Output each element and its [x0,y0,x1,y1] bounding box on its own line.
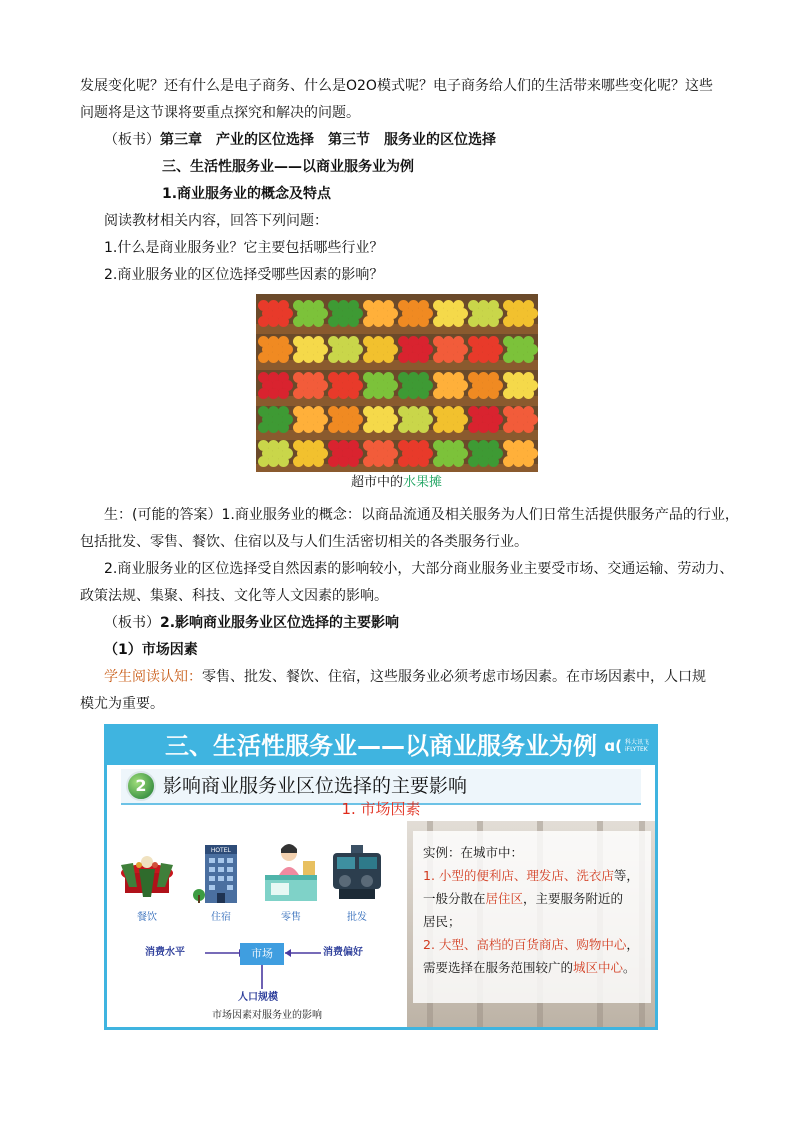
diagram-caption: 市场因素对服务业的影响 [212,1010,322,1021]
fruit [383,456,394,467]
icon-label: 住宿 [211,912,231,923]
fruit [453,422,464,433]
fruit [453,388,464,399]
fruit [348,456,359,467]
icon-label: 批发 [347,912,367,923]
fruit [418,456,429,467]
caption-text: 超市中的 [350,475,403,490]
fruit [523,388,534,399]
caption-highlight: 水果摊 [403,475,443,490]
answer-line: 包括批发、零售、餐饮、住宿以及与人们生活密切相关的各类服务行业。 [80,534,528,550]
fruit [348,422,359,433]
fruit [348,316,359,327]
figure-caption [0,474,793,492]
question: 2.商业服务业的区位选择受哪些因素的影响？ [104,267,384,283]
board-note [104,130,496,150]
fruit [488,316,499,327]
example-text: 。 [623,960,636,975]
reading-prompt: 阅读教材相关内容，回答下列问题： [104,213,328,229]
fruit [383,352,394,363]
fruit [488,352,499,363]
example-2-highlight: 2. 大型、高档的百货商店、购物中心 [423,937,627,952]
fruit [313,316,324,327]
example-highlight: 城区中心 [573,960,624,975]
section-heading: 三、生活性服务业——以商业服务业为例 [162,159,414,175]
fruit [313,456,324,467]
consumption-level-label: 消费水平 [145,947,185,958]
fruit [523,422,534,433]
fruit [278,388,289,399]
example-item-1 [423,864,639,887]
example-2-rest: ， [626,937,639,952]
fruit [488,388,499,399]
fruit [523,316,534,327]
question: 1.什么是商业服务业？它主要包括哪些行业？ [104,240,384,256]
student-reading [104,667,706,687]
example-text: 一般分散在 [423,891,486,906]
slide-title: 三、生活性服务业——以商业服务业为例 [165,732,597,760]
logo-text-en: iFLYTEK [624,746,648,753]
paragraph-line: 发展变化呢？还有什么是电子商务、什么是O2O模式呢？电子商务给人们的生活带来哪些变化呢？这些 [80,78,713,94]
answer-line: 2.商业服务业的区位选择受自然因素的影响较小，大部分商业服务业主要受市场、交通运输、劳动力、 [104,561,734,577]
fruit [418,352,429,363]
example-item-2-line2 [423,956,636,979]
fruit [488,422,499,433]
hotel-sign: HOTEL [210,848,232,854]
board-prefix: （板书） [104,615,160,631]
example-text: ，主要服务附近的 [523,891,624,906]
fruit [453,456,464,467]
paragraph-line: 问题将是这节课将要重点探究和解决的问题。 [80,105,360,121]
fruit [418,422,429,433]
fruit [278,352,289,363]
example-box [413,831,651,1003]
fruit [383,422,394,433]
board-text: 2.影响商业服务业区位选择的主要影响 [160,615,400,631]
fruit [313,352,324,363]
slide-subtitle: 影响商业服务业区位选择的主要影响 [163,775,468,797]
student-label: 学生阅读认知： [104,669,202,685]
fruit [488,456,499,467]
fruit [278,422,289,433]
market-factor-title: 1. 市场因素 [341,800,421,818]
example-item-1-line3: 居民； [423,914,461,929]
icon-label: 零售 [281,912,301,923]
fruit [313,388,324,399]
fruit [348,388,359,399]
population-size-label: 人口规模 [238,992,278,1003]
fruit [418,388,429,399]
fruit [453,352,464,363]
example-text: 需要选择在服务范围较广的 [423,960,574,975]
student-text: 零售、批发、餐饮、住宿，这些服务业必须考虑市场因素。在市场因素中，人口规 [202,669,706,685]
example-item-1-line2 [423,887,623,910]
board-text: 第三章 产业的区位选择 第三节 服务业的区位选择 [160,132,496,148]
fruit [383,316,394,327]
board-prefix: （板书） [104,132,160,148]
number-badge: 2 [126,771,156,801]
slide-image [104,724,658,1030]
fruit [278,456,289,467]
fruit [383,388,394,399]
consumption-preference-label: 消费偏好 [323,947,363,958]
fruit [523,456,534,467]
board-note [104,613,399,633]
fruit [278,316,289,327]
example-item-2 [423,933,639,956]
logo-text-cn: 科大讯飞 [624,739,649,746]
sub-heading: 1.商业服务业的概念及特点 [162,186,332,202]
fruit [453,316,464,327]
example-intro: 实例：在城市中： [423,845,524,860]
icon-label: 餐饮 [137,912,157,923]
fruit [418,316,429,327]
example-highlight: 居住区 [485,891,524,906]
fruit [348,352,359,363]
market-factor-heading: （1）市场因素 [104,642,198,658]
fruit [523,352,534,363]
market-box: 市场 [240,943,284,965]
logo-mark-icon: ɑ( [604,737,622,755]
fruit [313,422,324,433]
student-reading-cont: 模尤为重要。 [80,696,164,712]
answer-line: 政策法规、集聚、科技、文化等人文因素的影响。 [80,588,388,604]
example-1-rest: 等， [613,868,639,883]
fruit-stall-photo [256,294,538,472]
example-1-highlight: 1. 小型的便利店、理发店、洗衣店 [423,868,614,883]
answer-line: 生：(可能的答案）1.商业服务业的概念：以商品流通及相关服务为人们日常生活提供服务产品的行业， [104,507,739,523]
